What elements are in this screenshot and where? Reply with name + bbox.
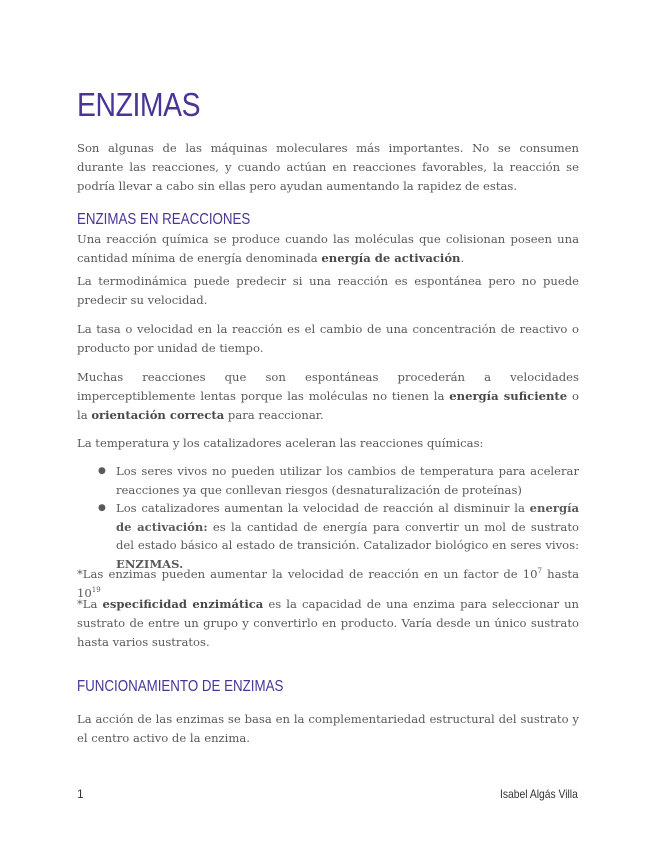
note-especificidad: *La especificidad enzimática es la capacidad de una enzima para seleccionar un sustrato de entre un grupo y convertirlo en producto. Varía desde un único sustrato hasta varios sustratos. — [77, 597, 580, 649]
section-heading-enzimas-en-reacciones: ENZIMAS EN REACCIONES — [77, 211, 251, 228]
paragraph-tasa-velocidad: La tasa o velocidad en la reacción es el cambio de una concentración de reactivo o producto por unidad de tiempo. — [77, 322, 579, 355]
paragraph-temperatura-catalizadores: La temperatura y los catalizadores aceleran las reacciones químicas: — [77, 436, 484, 450]
bold-enzimas: ENZIMAS. — [116, 556, 184, 571]
bullet-list — [77, 462, 579, 573]
page-number: 1 — [77, 787, 84, 801]
bold-energia-suficiente: energía suficiente — [449, 389, 568, 403]
paragraph-reaccion-quimica: Una reacción química se produce cuando las moléculas que colisionan poseen una cantidad mínima de energía denominada energía de activación. — [77, 232, 579, 265]
section-heading-funcionamiento: FUNCIONAMIENTO DE ENZIMAS — [77, 678, 284, 695]
footer-author: Isabel Algás Villa — [500, 787, 578, 801]
document-title: ENZIMAS — [77, 86, 201, 123]
bullet-icon: ● — [98, 503, 106, 513]
paragraph-reacciones-espontaneas: Muchas reacciones que son espontáneas procederán a velocidades imperceptiblemente lentas porque las moléculas no tienen la energía suficiente o la orientación correcta para reaccionar. — [77, 370, 579, 422]
bold-energia-activacion-2: energía de activación: — [116, 501, 579, 534]
intro-paragraph: Son algunas de las máquinas moleculares más importantes. No se consumen durante las reacciones, y cuando actúan en reacciones favorables, la reacción se podría llevar a cabo sin ellas pero ayudan aumentando la rapidez de estas. — [77, 141, 579, 193]
bold-energia-activacion: energía de activación — [321, 251, 461, 265]
paragraph-termodinamica: La termodinámica puede predecir si una reacción es espontánea pero no puede predecir su velocidad. — [77, 274, 579, 307]
list-item: ● Los catalizadores aumentan la velocidad de reacción al disminuir la energía de activación: es la cantidad de energía para convertir un mol de sustrato del estado básico al estado de transición. Catalizador biológico en seres vivos: ENZIMAS. — [98, 501, 579, 571]
list-item: ● Los seres vivos no pueden utilizar los cambios de temperatura para acelerar reacciones ya que conllevan riesgos (desnaturalización de proteínas) — [98, 464, 579, 497]
bullet-icon: ● — [98, 466, 106, 476]
paragraph-accion-enzimas: La acción de las enzimas se basa en la complementariedad estructural del sustrato y el centro activo de la enzima. — [77, 712, 579, 745]
note-velocidad-factor: *Las enzimas pueden aumentar la velocidad de reacción en un factor de $10^7$ hasta $10^{19}$ — [77, 567, 580, 600]
bold-orientacion-correcta: orientación correcta — [91, 408, 225, 422]
bold-especificidad-enzimatica: especificidad enzimática — [102, 597, 264, 611]
